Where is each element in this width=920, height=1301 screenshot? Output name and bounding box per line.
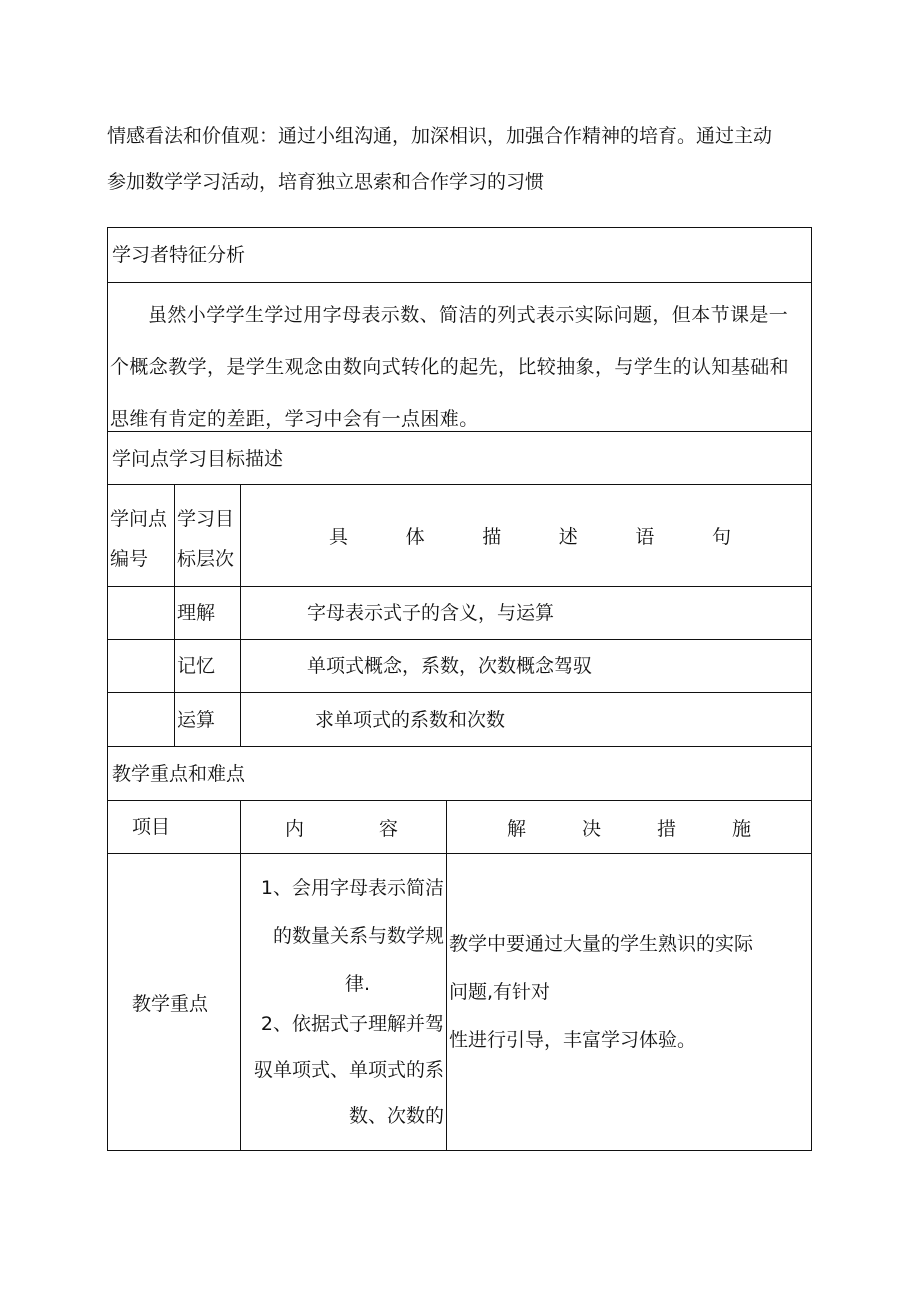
content-line: 1、会用字母表示简洁	[260, 877, 444, 899]
objective-row	[108, 587, 811, 640]
learner-title-row	[108, 228, 811, 283]
header-char: 施	[731, 817, 751, 840]
objective-row	[108, 693, 811, 747]
paragraph-line: 思维有肯定的差距，学习中会有一点困难。	[110, 408, 479, 430]
header-objective-level	[175, 485, 241, 586]
item-cell	[108, 854, 241, 1150]
content-line: 的数量关系与数学规	[272, 925, 444, 947]
objectives-title: 学问点学习目标描述	[112, 448, 284, 470]
objectives-header-row	[108, 485, 811, 587]
learner-paragraph	[108, 283, 811, 445]
header-char: 语	[635, 526, 655, 548]
header-char: 具	[329, 526, 349, 548]
lesson-table	[107, 227, 812, 1151]
measure-line: 问题,有针对	[449, 981, 551, 1003]
content-cell	[241, 854, 447, 1150]
content-line: 数、次数的	[348, 1105, 444, 1127]
item-label: 教学重点	[132, 992, 209, 1015]
description-cell: 字母表示式子的含义，与运算	[307, 602, 555, 624]
level-cell: 理解	[175, 587, 241, 639]
learner-body-row	[108, 283, 811, 432]
measures-cell	[447, 854, 811, 1150]
header-text: 编号	[110, 548, 149, 570]
knowledge-id-cell	[108, 640, 175, 692]
header-item: 项目	[108, 801, 241, 853]
header-char: 容	[378, 817, 398, 840]
description-cell: 求单项式的系数和次数	[315, 709, 506, 731]
header-text: 学问点	[110, 508, 168, 530]
intro-line: 情感看法和价值观：通过小组沟通，加深相识，加强合作精神的培育。通过主动	[107, 125, 773, 147]
keypoints-header-row	[108, 801, 811, 854]
objective-row	[108, 640, 811, 693]
header-content	[241, 801, 447, 853]
level-cell: 运算	[175, 693, 241, 746]
content-line: 2、依据式子理解并驾	[260, 1013, 444, 1035]
header-knowledge-id	[108, 485, 175, 586]
intro-line: 参加数学学习活动，培育独立思索和合作学习的习惯	[107, 171, 545, 193]
header-description	[241, 485, 811, 586]
measure-line: 性进行引导，丰富学习体验。	[449, 1029, 697, 1051]
header-char: 述	[558, 526, 578, 548]
header-char: 内	[285, 817, 305, 840]
keypoints-title-row	[108, 747, 811, 801]
header-char: 解	[507, 817, 527, 840]
description-cell: 单项式概念，系数，次数概念驾驭	[307, 655, 593, 677]
knowledge-id-cell	[108, 587, 175, 639]
header-char: 体	[405, 526, 425, 548]
intro-section	[107, 102, 822, 213]
keypoints-row	[108, 854, 811, 1150]
header-char: 描	[482, 526, 502, 548]
keypoints-title: 教学重点和难点	[112, 763, 246, 785]
learner-title: 学习者特征分析	[112, 244, 246, 266]
header-text: 学习目	[177, 508, 235, 530]
header-char: 决	[581, 817, 601, 840]
knowledge-id-cell	[108, 693, 175, 746]
content-line: 驭单项式、单项式的系	[253, 1059, 444, 1081]
level-cell: 记忆	[175, 640, 241, 692]
header-char: 句	[711, 526, 731, 548]
objectives-title-row	[108, 432, 811, 485]
header-char: 措	[656, 817, 676, 840]
content-line: 律.	[345, 973, 371, 995]
paragraph-line: 虽然小学学生学过用字母表示数、简洁的列式表示实际问题，但本节课是一	[148, 304, 789, 326]
paragraph-line: 个概念教学，是学生观念由数向式转化的起先，比较抽象，与学生的认知基础和	[110, 356, 790, 378]
header-measures	[447, 801, 811, 853]
measure-line: 教学中要通过大量的学生熟识的实际	[449, 933, 754, 955]
header-text: 标层次	[177, 548, 235, 570]
